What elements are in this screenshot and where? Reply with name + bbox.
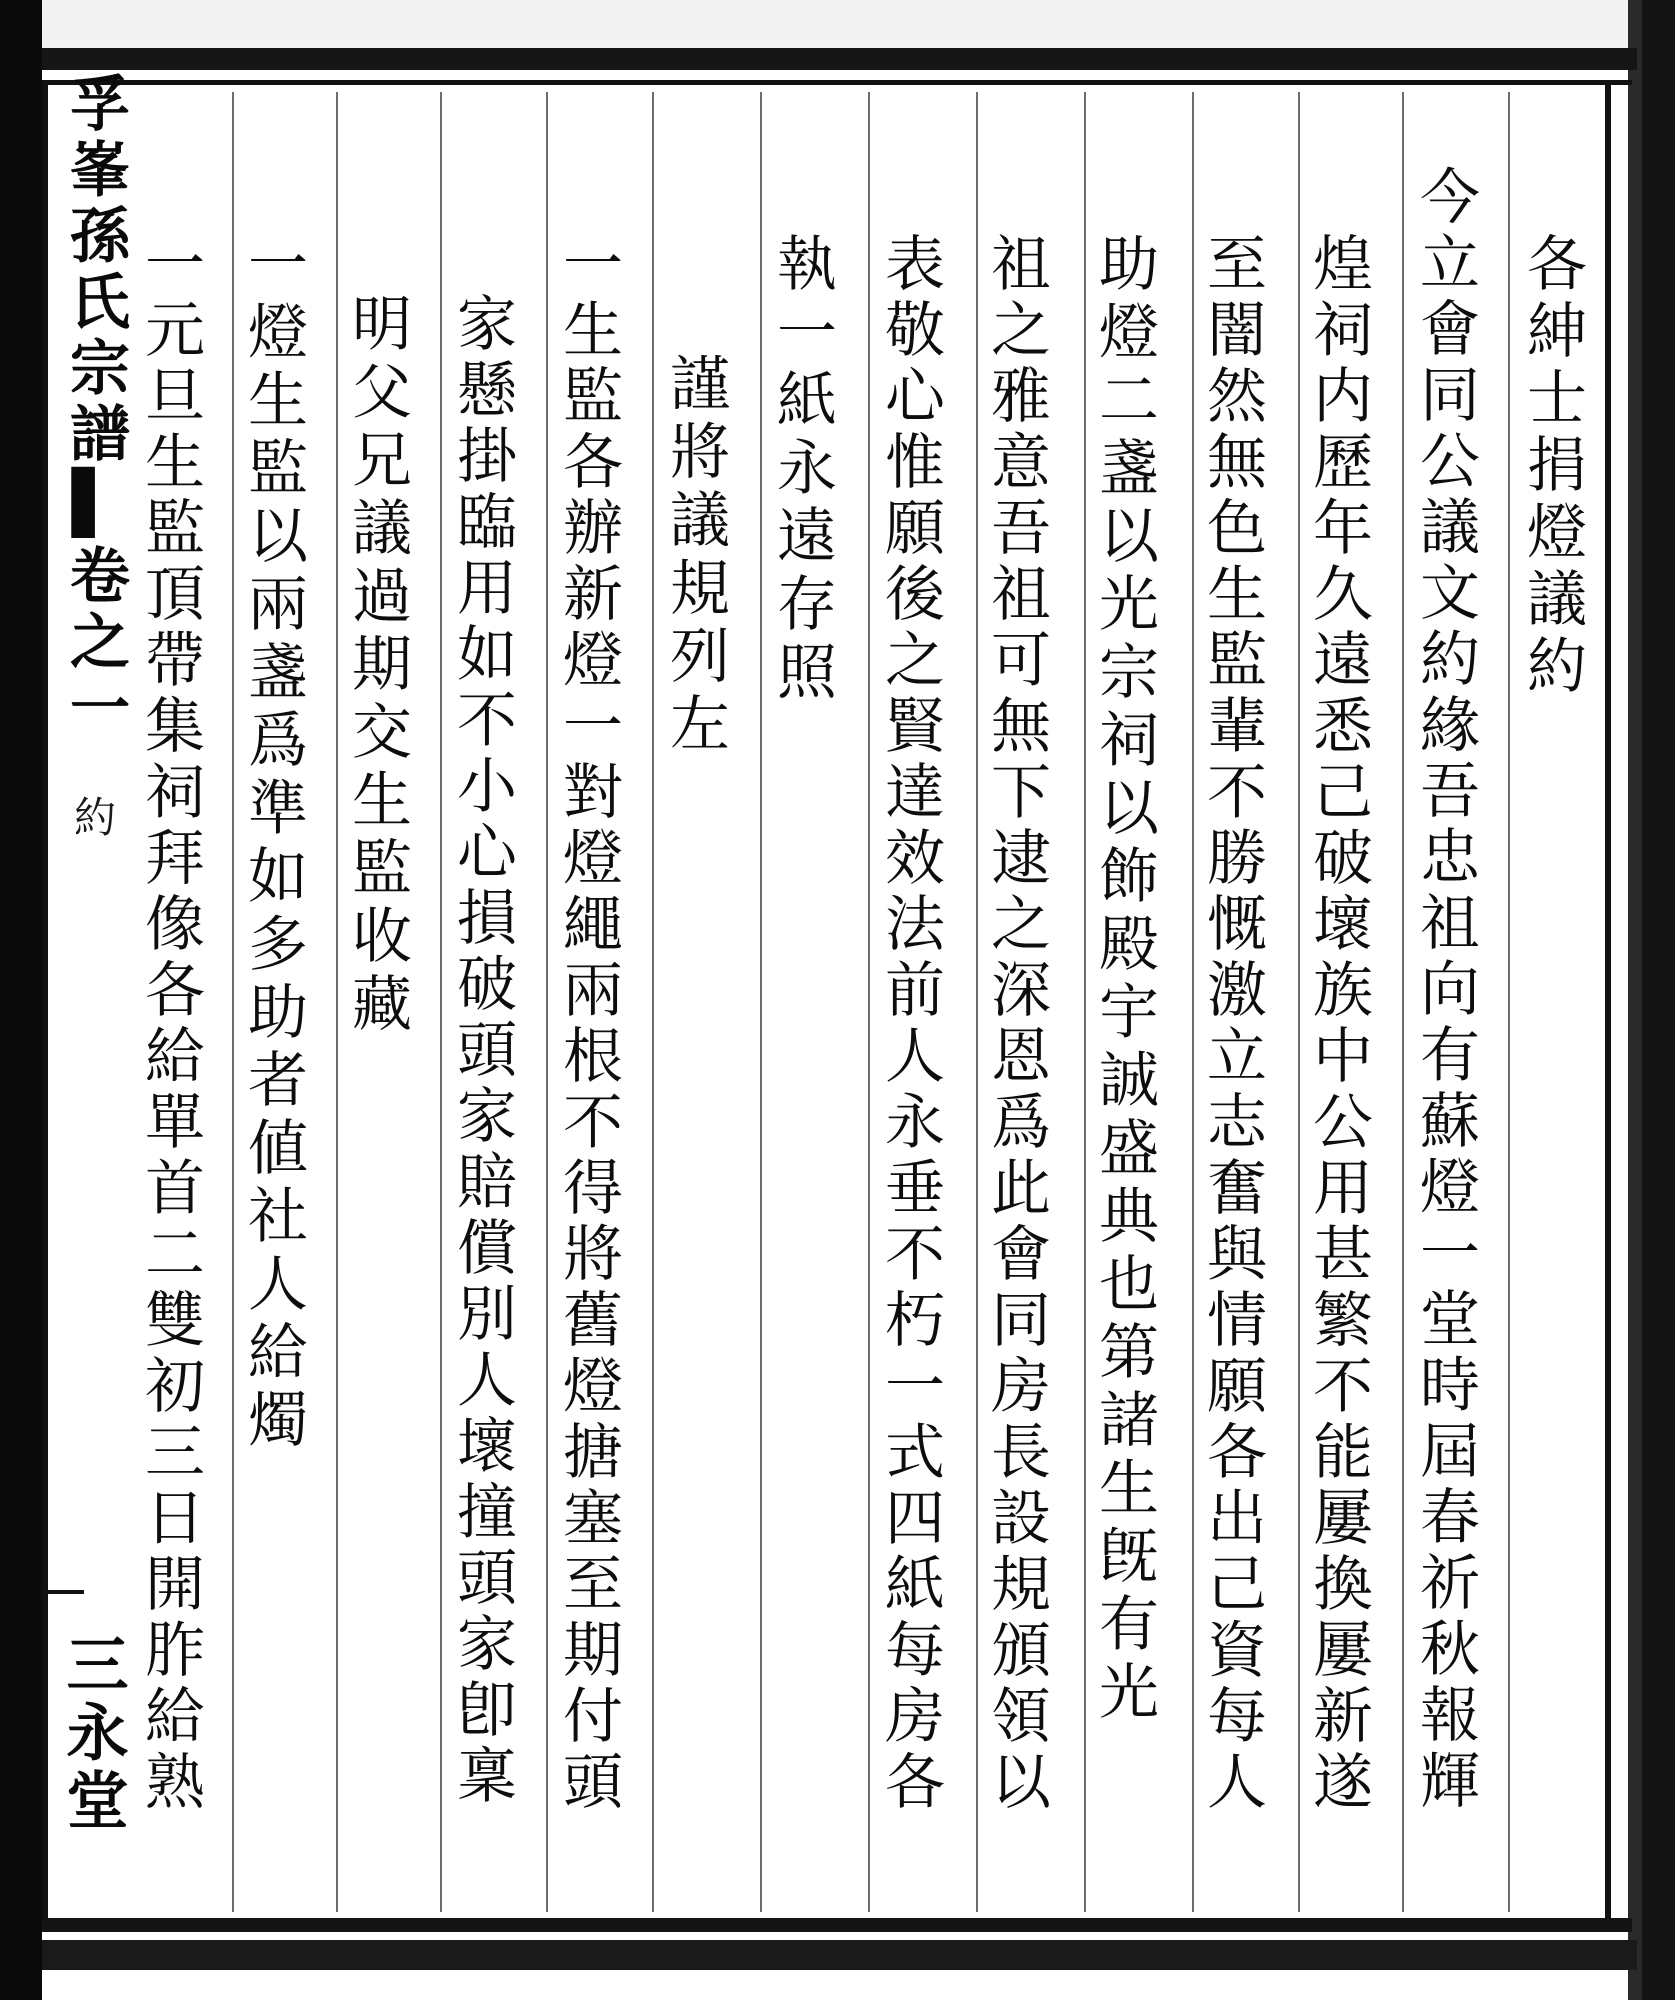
column-rule — [440, 92, 442, 1912]
column-rule — [760, 92, 762, 1912]
column-rule — [868, 92, 870, 1912]
text-column: 表敬心惟願後之賢達效法前人永垂不朽一式四紙每房各 — [875, 232, 945, 1816]
text-column: 一燈生監以兩盞爲準如多助者値社人給燭 — [238, 232, 308, 1456]
text-column: 家懸掛臨用如不小心損破頭家賠償別人壞撞頭家卽稟 — [447, 292, 517, 1810]
text-column: 至闇然無色生監輩不勝慨激立志奮與情願各出己資每人 — [1197, 232, 1267, 1816]
text-column: 祖之雅意吾祖可無下逮之深恩爲此會同房長設規頒領以 — [981, 232, 1051, 1816]
text-column: 謹將議規列左 — [660, 352, 730, 760]
frame-bottom-border — [42, 1918, 1632, 1932]
text-column: 一元旦生監頂帶集祠拜像各給單首二雙初三日開胙給熟 — [135, 232, 205, 1816]
scan-left-edge — [0, 0, 42, 2000]
column-rule — [232, 92, 234, 1912]
text-column: 一生監各辦新燈一對燈繩兩根不得將舊燈搪塞至期付頭 — [553, 232, 623, 1816]
frame-right-border — [1605, 80, 1611, 1928]
column-rule — [1508, 92, 1510, 1912]
scan-top-margin — [42, 0, 1628, 50]
frame-top-inner-line — [42, 80, 1632, 85]
column-rule — [336, 92, 338, 1912]
column-rule — [1192, 92, 1194, 1912]
banner-divider — [40, 1590, 84, 1594]
text-column: 今立會同公議文約緣吾忠祖向有蘇燈一堂時屆春祈秋報輝 — [1410, 165, 1480, 1815]
scan-right-edge-inner — [1628, 0, 1642, 2000]
document-title: 各紳士捐燈議約 — [1517, 232, 1587, 701]
book-title: 孚峯孫氏宗譜▌卷之一 — [60, 72, 130, 742]
column-rule — [1298, 92, 1300, 1912]
text-column: 執一紙永遠存照 — [767, 232, 837, 708]
column-rule — [1402, 92, 1404, 1912]
text-column: 明父兄議過期交生監收藏 — [342, 292, 412, 1040]
text-column: 助燈二盞以光宗祠以飾殿宇誠盛典也第諸生旣有光 — [1089, 232, 1159, 1728]
hall-name: 三永堂 — [56, 1632, 129, 1836]
column-rule — [652, 92, 654, 1912]
column-rule — [976, 92, 978, 1912]
frame-top-border — [42, 48, 1637, 70]
section-label: 約 — [68, 795, 117, 837]
scan-right-edge — [1642, 0, 1675, 2000]
column-rule — [546, 92, 548, 1912]
frame-bottom-outer — [42, 1940, 1637, 1970]
column-rule — [1084, 92, 1086, 1912]
text-column: 煌祠内歷年久遠悉己破壞族中公用甚繁不能屢換屢新遂 — [1303, 232, 1373, 1816]
